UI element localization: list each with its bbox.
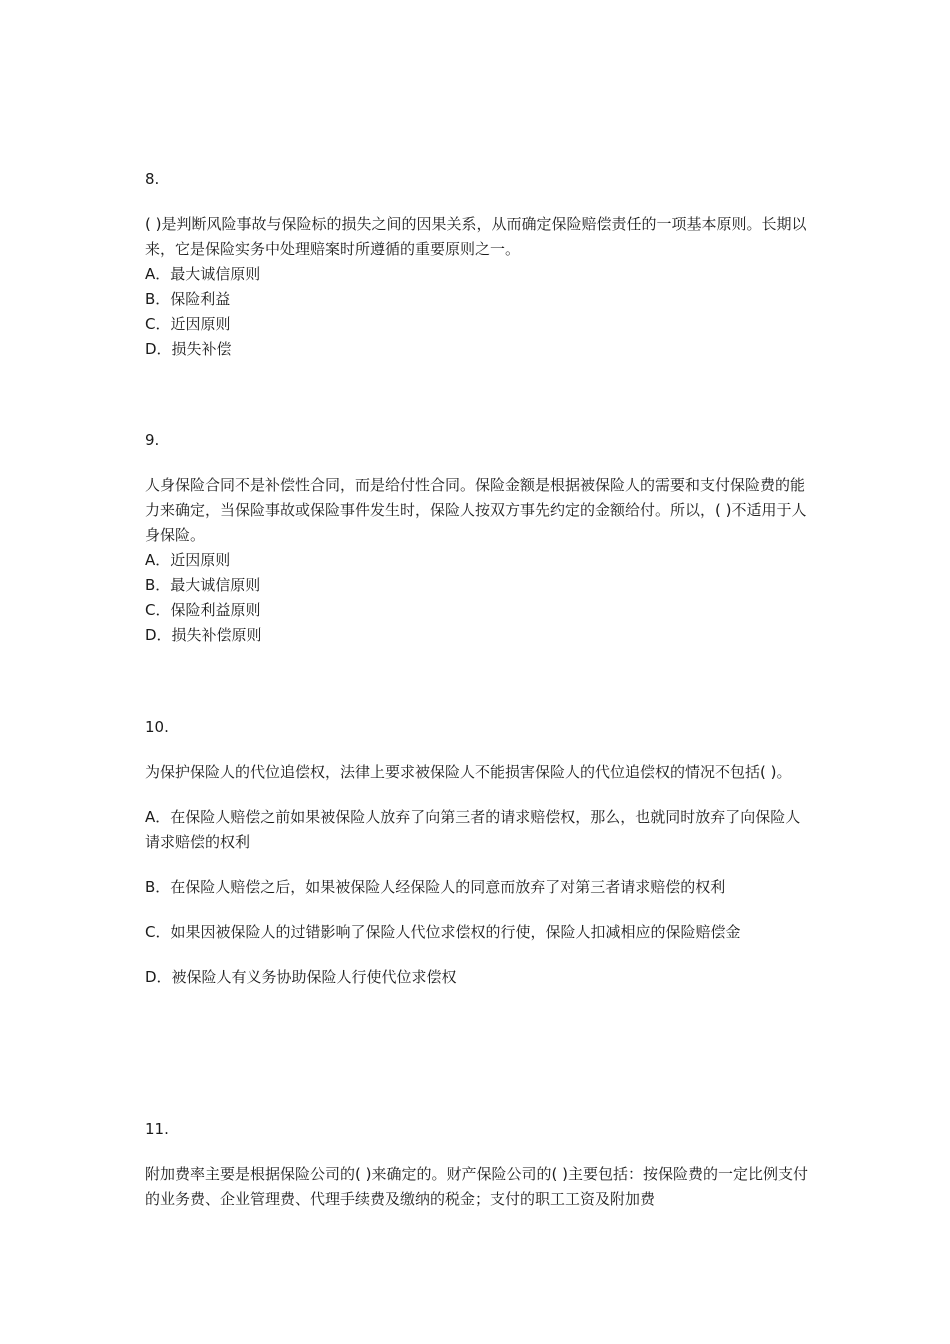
question-number: 10.: [145, 718, 169, 736]
option-b: B．最大诚信原则: [145, 576, 261, 594]
option-c: C．保险利益原则: [145, 601, 261, 619]
option-a: A．近因原则: [145, 551, 231, 569]
question-8: [145, 167, 810, 362]
question-stem: 附加费率主要是根据保险公司的( )来确定的。财产保险公司的( )主要包括：按保险费的一定比例支付的业务费、企业管理费、代理手续费及缴纳的税金；支付的职工工资及附加费: [145, 1165, 808, 1208]
question-10: [145, 715, 810, 990]
option-a: A．最大诚信原则: [145, 265, 261, 283]
option-a: A．在保险人赔偿之前如果被保险人放弃了向第三者的请求赔偿权，那么，也就同时放弃了向保险人请求赔偿的权利: [145, 808, 801, 851]
question-stem: 人身保险合同不是补偿性合同，而是给付性合同。保险金额是根据被保险人的需要和支付保险费的能力来确定，当保险事故或保险事件发生时，保险人按双方事先约定的金额给付。所以，( )不适用于人身保险。: [145, 476, 807, 544]
option-c: C．近因原则: [145, 315, 231, 333]
question-stem: ( )是判断风险事故与保险标的损失之间的因果关系，从而确定保险赔偿责任的一项基本原则。长期以来，它是保险实务中处理赔案时所遵循的重要原则之一。: [145, 215, 807, 258]
option-d: D．损失补偿: [145, 340, 232, 358]
option-b: B．保险利益: [145, 290, 231, 308]
option-d: D．被保险人有义务协助保险人行使代位求偿权: [145, 968, 457, 986]
question-number: 8.: [145, 170, 160, 188]
question-11: [145, 1117, 810, 1212]
question-number: 9.: [145, 431, 160, 449]
option-b: B．在保险人赔偿之后，如果被保险人经保险人的同意而放弃了对第三者请求赔偿的权利: [145, 878, 726, 896]
question-stem: 为保护保险人的代位追偿权，法律上要求被保险人不能损害保险人的代位追偿权的情况不包括( )。: [145, 763, 792, 781]
option-c: C．如果因被保险人的过错影响了保险人代位求偿权的行使，保险人扣减相应的保险赔偿金: [145, 923, 741, 941]
question-9: [145, 428, 810, 648]
option-d: D．损失补偿原则: [145, 626, 262, 644]
question-number: 11.: [145, 1120, 169, 1138]
